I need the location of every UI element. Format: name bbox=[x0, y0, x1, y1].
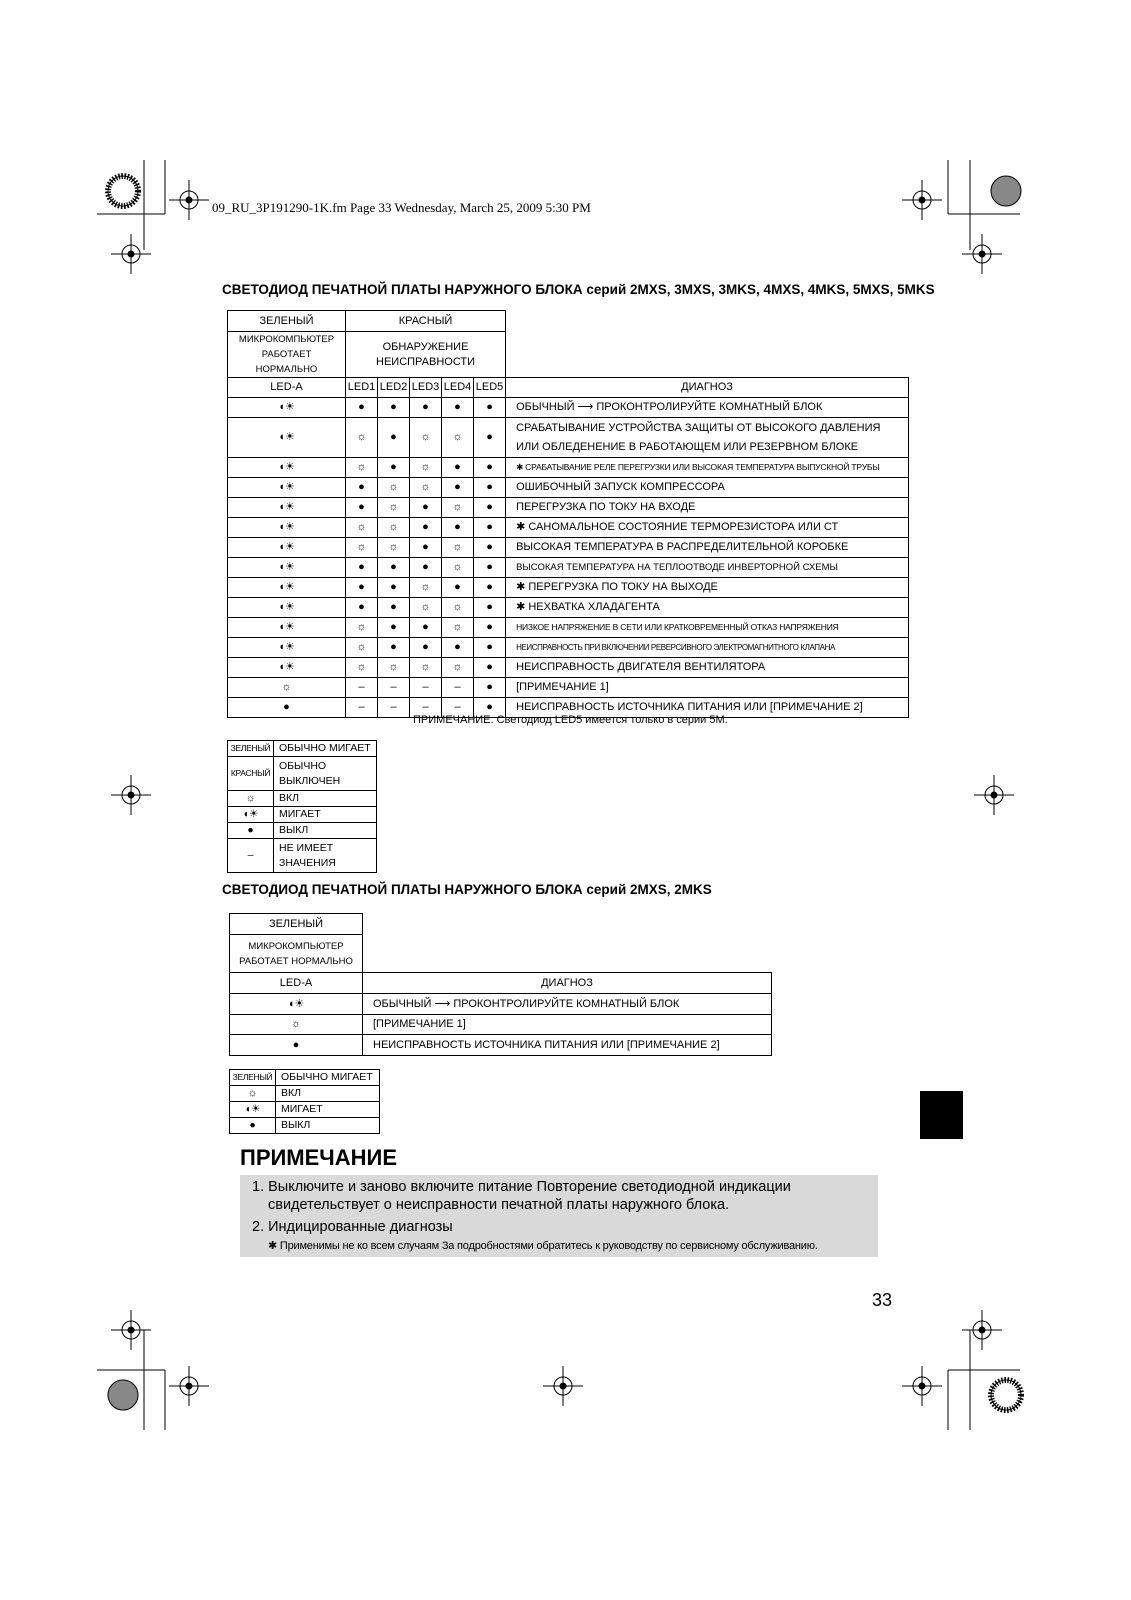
diagnosis-header: ДИАГНОЗ bbox=[506, 378, 909, 398]
page-number: 33 bbox=[872, 1290, 893, 1310]
table-row: ● – – – – ● НЕИСПРАВНОСТЬ ИСТОЧНИКА ПИТАНИЯ ИЛИ [ПРИМЕЧАНИЕ 2] bbox=[228, 698, 909, 718]
diagnosis-header-2: ДИАГНОЗ bbox=[363, 973, 772, 994]
table-row: ◖☀ ● ● ☼ ● ● ✱ ПЕРЕГРУЗКА ПО ТОКУ НА ВЫХОДЕ bbox=[228, 578, 909, 598]
micro-normal-header-2: МИКРОКОМПЬЮТЕР РАБОТАЕТ НОРМАЛЬНО bbox=[230, 935, 363, 973]
legend-table-2: ЗЕЛЕНЫЙ ОБЫЧНО МИГАЕТ ☼ ВКЛ ◖☀ МИГАЕТ ● ВЫКЛ bbox=[229, 1069, 380, 1134]
led4-header: LED4 bbox=[442, 378, 474, 398]
table-row: ◖☀ ☼ ● ☼ ☼ ● СРАБАТЫВАНИЕ УСТРОЙСТВА ЗАЩИТЫ ОТ ВЫСОКОГО ДАВЛЕНИЯ ИЛИ ОБЛЕДЕНЕНИЕ В РАБОТАЮЩЕМ ИЛИ РЕЗЕРВНОМ БЛОКЕ bbox=[228, 418, 909, 458]
legend-off-symbol: ● bbox=[228, 823, 274, 839]
led5-header: LED5 bbox=[474, 378, 506, 398]
led1-header: LED1 bbox=[346, 378, 378, 398]
table-row: ◖☀ ● ● ● ● ● ОБЫЧНЫЙ ⟶ ПРОКОНТРОЛИРУЙТЕ КОМНАТНЫЙ БЛОК bbox=[228, 398, 909, 418]
legend-red: КРАСНЫЙ bbox=[228, 757, 274, 791]
fault-detect-header: ОБНАРУЖЕНИЕ НЕИСПРАВНОСТИ bbox=[346, 332, 506, 378]
note-box bbox=[240, 1175, 878, 1257]
table-row: ☼ – – – – ● [ПРИМЕЧАНИЕ 1] bbox=[228, 678, 909, 698]
green-header: ЗЕЛЕНЫЙ bbox=[228, 311, 346, 332]
led-a-header-2: LED-A bbox=[230, 973, 363, 994]
legend-green: ЗЕЛЕНЫЙ bbox=[228, 741, 274, 757]
note-item-2-sub: ✱ Применимы не ко всем случаям За подробностями обратитесь к руководству по сервисному обслуживанию. bbox=[268, 1240, 818, 1252]
note-item-1: 1. Выключите и заново включите питание Повторение светодиодной индикации bbox=[252, 1179, 791, 1195]
table-row: ◖☀ ● ☼ ● ☼ ● ПЕРЕГРУЗКА ПО ТОКУ НА ВХОДЕ bbox=[228, 498, 909, 518]
note-heading: ПРИМЕЧАНИЕ bbox=[240, 1145, 398, 1170]
legend2-green: ЗЕЛЕНЫЙ bbox=[230, 1070, 276, 1086]
table-row: ◖☀ ☼ ● ● ● ● НЕИСПРАВНОСТЬ ПРИ ВКЛЮЧЕНИИ РЕВЕРСИВНОГО ЭЛЕКТРОМАГНИТНОГО КЛАПАНА bbox=[228, 638, 909, 658]
led5-footnote: ПРИМЕЧАНИЕ: Светодиод LED5 имеется только в серии 5M. bbox=[413, 714, 728, 726]
legend-na-symbol: – bbox=[228, 839, 274, 873]
micro-normal-header: МИКРОКОМПЬЮТЕР РАБОТАЕТ НОРМАЛЬНО bbox=[228, 332, 346, 378]
table-row: ◖☀ ☼ ☼ ● ☼ ● ВЫСОКАЯ ТЕМПЕРАТУРА В РАСПРЕДЕЛИТЕЛЬНОЙ КОРОБКЕ bbox=[228, 538, 909, 558]
section-thumb-tab bbox=[920, 1091, 963, 1139]
section2-title: СВЕТОДИОД ПЕЧАТНОЙ ПЛАТЫ НАРУЖНОГО БЛОКА серий 2MXS, 2MKS bbox=[222, 882, 712, 897]
table-row: ◖☀ ☼ ● ● ☼ ● НИЗКОЕ НАПРЯЖЕНИЕ В СЕТИ ИЛИ КРАТКОВРЕМЕННЫЙ ОТКАЗ НАПРЯЖЕНИЯ bbox=[228, 618, 909, 638]
legend-on-symbol: ☼ bbox=[228, 791, 274, 807]
note-item-1-cont: свидетельствует о неисправности печатной платы наружного блока. bbox=[268, 1197, 730, 1213]
table-row: ◖☀ ● ● ☼ ☼ ● ✱ НЕХВАТКА ХЛАДАГЕНТА bbox=[228, 598, 909, 618]
led3-header: LED3 bbox=[410, 378, 442, 398]
section1-title: СВЕТОДИОД ПЕЧАТНОЙ ПЛАТЫ НАРУЖНОГО БЛОКА серий 2MXS, 3MXS, 3MKS, 4MXS, 4MKS, 5MXS, 5MKS bbox=[222, 282, 935, 297]
red-header: КРАСНЫЙ bbox=[346, 311, 506, 332]
table-row: ◖☀ ● ☼ ☼ ● ● ОШИБОЧНЫЙ ЗАПУСК КОМПРЕССОРА bbox=[228, 478, 909, 498]
table-row: ◖☀ ● ● ● ☼ ● ВЫСОКАЯ ТЕМПЕРАТУРА НА ТЕПЛООТВОДЕ ИНВЕРТОРНОЙ СХЕМЫ bbox=[228, 558, 909, 578]
led-diagnosis-table bbox=[227, 310, 909, 718]
table-row: ☼ [ПРИМЕЧАНИЕ 1] bbox=[230, 1015, 772, 1035]
note-item-2: 2. Индицированные диагнозы bbox=[252, 1219, 453, 1235]
led2-header: LED2 bbox=[378, 378, 410, 398]
file-header-line: 09_RU_3P191290-1K.fm Page 33 Wednesday, March 25, 2009 5:30 PM bbox=[212, 200, 591, 215]
legend-blink-symbol: ◖☀ bbox=[228, 807, 274, 823]
led-diagnosis-table-2mxs bbox=[229, 913, 772, 1056]
table-row: ● НЕИСПРАВНОСТЬ ИСТОЧНИКА ПИТАНИЯ ИЛИ [ПРИМЕЧАНИЕ 2] bbox=[230, 1035, 772, 1056]
table-row: ◖☀ ☼ ☼ ☼ ☼ ● НЕИСПРАВНОСТЬ ДВИГАТЕЛЯ ВЕНТИЛЯТОРА bbox=[228, 658, 909, 678]
led-a-header: LED-A bbox=[228, 378, 346, 398]
legend2-on-symbol: ☼ bbox=[230, 1086, 276, 1102]
legend2-off-symbol: ● bbox=[230, 1118, 276, 1134]
table-row: ◖☀ ☼ ● ☼ ● ● ✱ СРАБАТЫВАНИЕ РЕЛЕ ПЕРЕГРУЗКИ ИЛИ ВЫСОКАЯ ТЕМПЕРАТУРА ВЫПУСКНОЙ ТРУБЫ bbox=[228, 458, 909, 478]
legend2-blink-symbol: ◖☀ bbox=[230, 1102, 276, 1118]
legend-table-1: ЗЕЛЕНЫЙ ОБЫЧНО МИГАЕТ КРАСНЫЙ ОБЫЧНО ВЫКЛЮЧЕН ☼ ВКЛ ◖☀ МИГАЕТ ● ВЫКЛ – НЕ ИМЕЕТ ЗНАЧЕНИЯ bbox=[227, 740, 377, 873]
green-header-2: ЗЕЛЕНЫЙ bbox=[230, 914, 363, 935]
table-row: ◖☀ ☼ ☼ ● ● ● ✱ САНОМАЛЬНОЕ СОСТОЯНИЕ ТЕРМОРЕЗИСТОРА ИЛИ СТ bbox=[228, 518, 909, 538]
table-row: ◖☀ ОБЫЧНЫЙ ⟶ ПРОКОНТРОЛИРУЙТЕ КОМНАТНЫЙ БЛОК bbox=[230, 994, 772, 1015]
